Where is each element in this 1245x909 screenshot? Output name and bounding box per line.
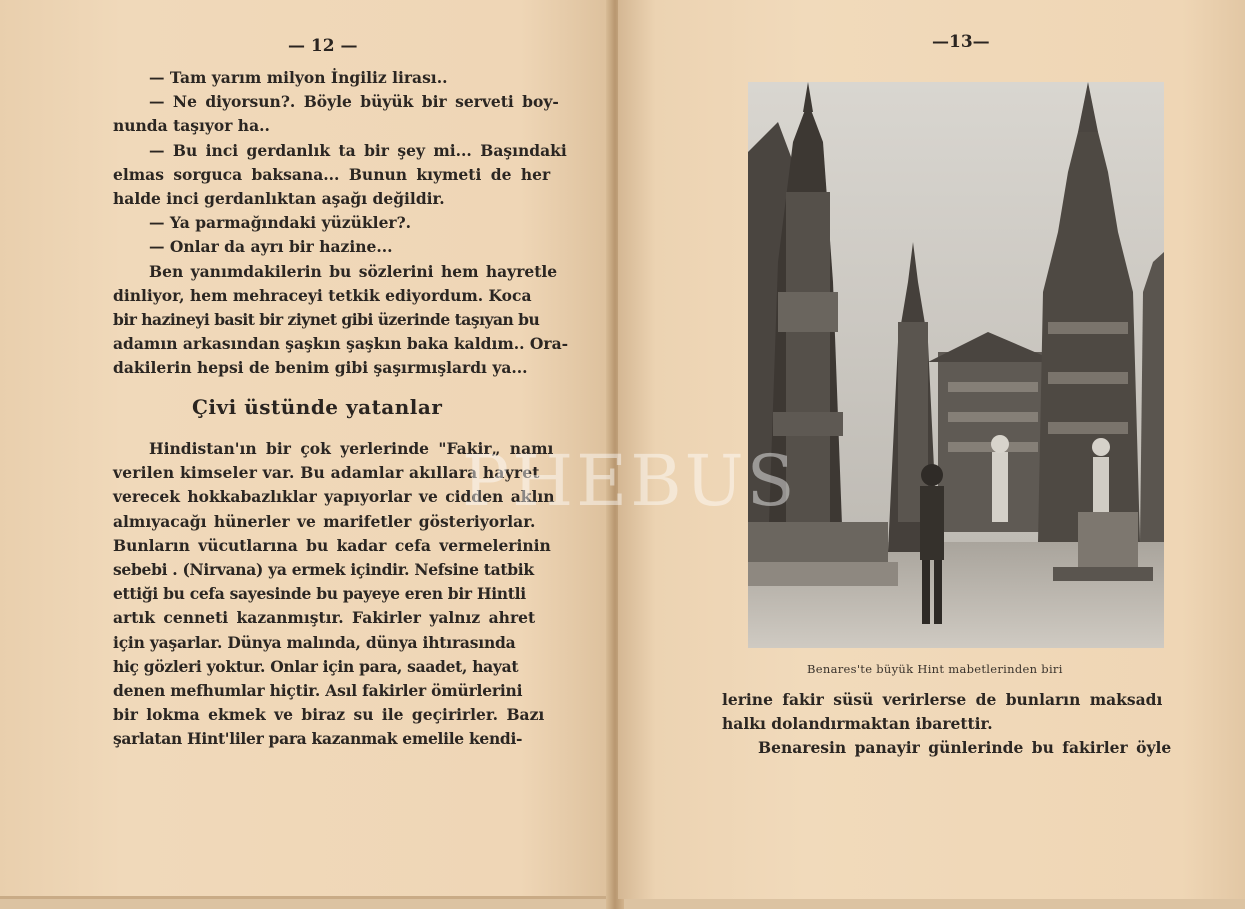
text-line: şarlatan Hint'liler para kazanmak emelile kendi- — [113, 729, 523, 749]
text-line: elmas sorguca baksana... Bunun kıymeti de her — [113, 164, 551, 184]
text-line: Ben yanımdakilerin bu sözlerini hem hayretle — [149, 261, 558, 281]
left-page — [0, 0, 612, 899]
text-line: adamın arkasından şaşkın şaşkın baka kaldım.. Ora- — [113, 334, 569, 354]
text-line: — Ne diyorsun?. Böyle büyük bir serveti boy- — [149, 92, 559, 112]
temple-illustration — [748, 82, 1164, 648]
page-number-left: — 12 — — [288, 36, 358, 56]
text-line: nunda taşıyor ha.. — [113, 116, 270, 136]
section-heading: Çivi üstünde yatanlar — [192, 395, 443, 419]
text-line: Bunların vücutlarına bu kadar cefa vermelerinin — [113, 535, 551, 555]
text-line: Hindistan'ın bir çok yerlerinde "Fakir„ namı — [149, 439, 554, 458]
text-line: Benaresin panayir günlerinde bu fakirler öyle — [758, 738, 1172, 758]
left-text-top — [113, 66, 573, 381]
left-text-bottom — [113, 437, 573, 752]
text-line: lerine fakir süsü verirlerse de bunların maksadı — [722, 690, 1163, 709]
watermark: PHEBUS — [462, 440, 798, 522]
text-line: — Onlar da ayrı bir hazine... — [149, 237, 393, 257]
text-line: halkı dolandırmaktan ibarettir. — [722, 714, 993, 734]
temple-photo — [748, 82, 1164, 648]
page-number-right: —13— — [932, 32, 990, 52]
text-line: halde inci gerdanlıktan aşağı değildir. — [113, 189, 445, 209]
text-line: — Tam yarım milyon İngiliz lirası.. — [149, 68, 448, 87]
text-line: dakilerin hepsi de benim gibi şaşırmışlardı ya... — [113, 358, 528, 378]
text-line: verilen kimseler var. Bu adamlar akıllara hayret — [113, 463, 540, 483]
text-line: bir hazineyi basit bir ziynet gibi üzerinde taşıyan bu — [113, 310, 540, 330]
text-line: almıyacağı hünerler ve marifetler gösteriyorlar. — [113, 511, 536, 531]
text-line: — Bu inci gerdanlık ta bir şey mi... Başındaki — [149, 140, 567, 160]
text-line: sebebi . (Nirvana) ya ermek içindir. Nefsine tatbik — [113, 560, 534, 580]
text-line: için yaşarlar. Dünya malında, dünya ihtırasında — [113, 632, 516, 652]
text-line: — Ya parmağındaki yüzükler?. — [149, 213, 412, 233]
text-line: bir lokma ekmek ve biraz su ile geçirirler. Bazı — [113, 705, 545, 725]
text-line: artık cenneti kazanmıştır. Fakirler yalnız ahret — [113, 608, 536, 628]
photo-caption: Benares'te büyük Hint mabetlerinden biri — [807, 662, 1063, 676]
text-line: ettiği bu cefa sayesinde bu payeye eren bir Hintli — [113, 584, 526, 604]
text-line: verecek hokkabazlıklar yapıyorlar ve cidden aklın — [113, 487, 555, 507]
text-line: dinliyor, hem mehraceyi tetkik ediyordum. Koca — [113, 285, 532, 305]
text-line: hiç gözleri yoktur. Onlar için para, saadet, hayat — [113, 656, 519, 676]
text-line: denen mefhumlar hiçtir. Asıl fakirler ömürlerini — [113, 681, 523, 701]
right-text — [722, 688, 1182, 761]
